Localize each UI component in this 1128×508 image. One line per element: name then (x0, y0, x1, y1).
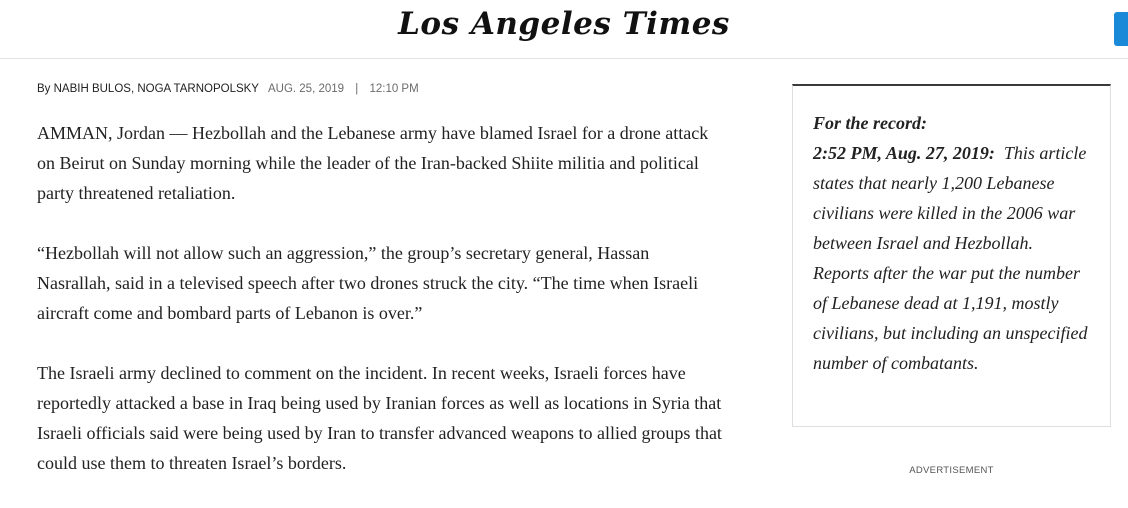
article-body (37, 118, 727, 508)
advertisement-label: ADVERTISEMENT (909, 465, 994, 476)
masthead (0, 0, 1128, 59)
site-logo[interactable]: Los Angeles Times (398, 6, 730, 42)
correction-timestamp: 2:52 PM, Aug. 27, 2019: (813, 143, 1004, 163)
publish-time: 12:10 PM (369, 83, 419, 95)
correction-text: This article states that nearly 1,200 Lebanese civilians were killed in the 2006 war between Israel and Hezbollah. Reports after the war put the number of Lebanese dead at 1,191, mostly civilians, but including an unspecified number of combatants. (813, 143, 1088, 373)
article-paragraph: The Israeli army declined to comment on the incident. In recent weeks, Israeli forces have reportedly attacked a base in Iraq being used by Iranian forces as well as locations in Syria that Israeli officials said were being used by Iran to transfer advanced weapons to allied groups that could use them to threaten Israel’s borders. (37, 363, 722, 473)
article-paragraph: AMMAN, Jordan — Hezbollah and the Lebanese army have blamed Israel for a drone attack on Beirut on Sunday morning while the leader of the Iran-backed Shiite militia and political party threatened retaliation. (37, 123, 709, 203)
byline (37, 83, 419, 95)
correction-box (792, 84, 1111, 427)
publish-date: AUG. 25, 2019 (267, 83, 345, 95)
article-paragraph: “Hezbollah will not allow such an aggression,” the group’s secretary general, Hassan Nasrallah, said in a televised speech after two drones struck the city. “The time when Israeli aircraft come and bombard parts of Lebanon is over.” (37, 243, 699, 323)
correction-heading: For the record: (813, 113, 927, 133)
byline-authors[interactable]: By NABIH BULOS, NOGA TARNOPOLSKY (37, 83, 259, 95)
byline-separator: | (355, 83, 359, 95)
side-menu-tab[interactable] (1114, 12, 1128, 46)
